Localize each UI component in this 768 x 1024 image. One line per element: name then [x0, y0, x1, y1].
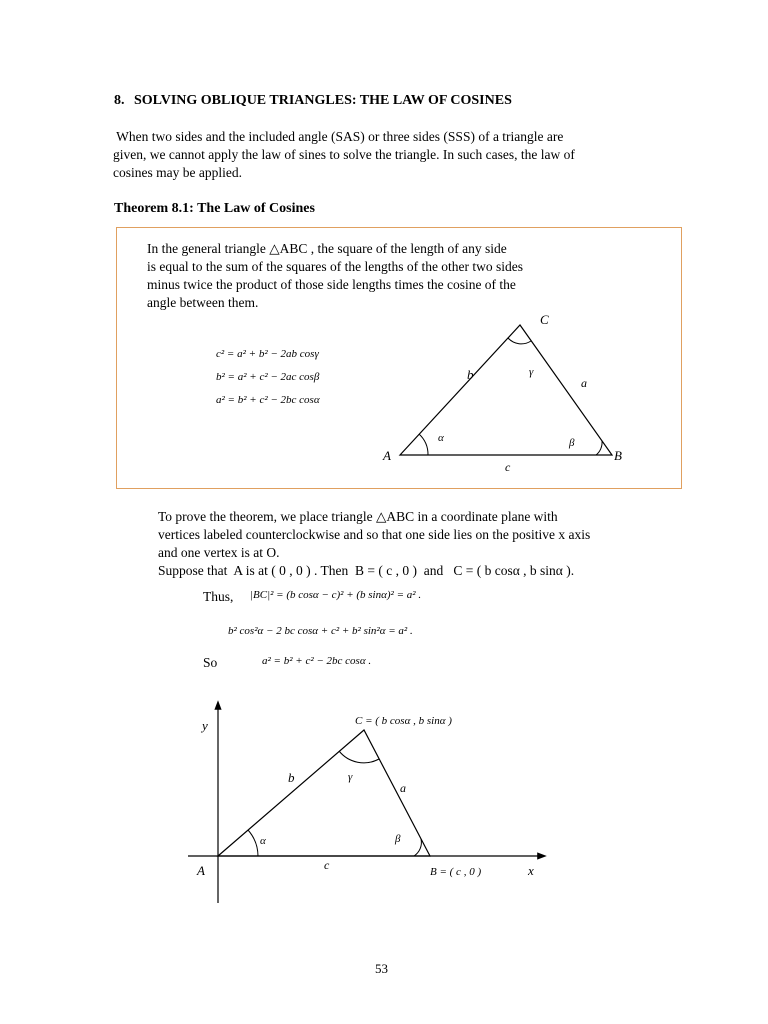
- side-a-label: a: [581, 376, 587, 390]
- section-number: 8.: [114, 93, 125, 108]
- triangle-shape: [400, 325, 612, 455]
- statement-line: In the general triangle △ABC , the square of the length of any side: [147, 241, 507, 256]
- intro-line: given, we cannot apply the law of sines to solve the triangle. In such cases, the law of: [113, 147, 575, 162]
- angle-beta-arc: [414, 839, 421, 856]
- side-c-label: c: [324, 858, 330, 872]
- theorem-triangle-figure: [370, 305, 660, 485]
- thus-label: Thus,: [203, 589, 234, 604]
- equation-3: a² = b² + c² − 2bc cosα .: [262, 655, 372, 667]
- vertex-b-label: B: [614, 448, 622, 463]
- theorem-statement: [147, 240, 523, 312]
- vertex-a-label: A: [383, 448, 391, 463]
- angle-beta-label: β: [395, 833, 401, 845]
- equation-2: b² cos²α − 2 bc cosα + c² + b² sin²α = a² .: [228, 625, 413, 637]
- c-coordinate-label: C = ( b cosα , b sinα ): [355, 715, 452, 727]
- angle-alpha-arc: [419, 434, 428, 455]
- theorem-title: Theorem 8.1: The Law of Cosines: [114, 201, 315, 216]
- section-heading: [114, 93, 512, 109]
- angle-gamma-arc: [339, 751, 379, 763]
- statement-line: minus twice the product of those side lengths times the cosine of the: [147, 277, 516, 292]
- formula-b: b² = a² + c² − 2ac cosβ: [216, 371, 320, 383]
- formula-a: a² = b² + c² − 2bc cosα: [216, 394, 320, 406]
- intro-paragraph: [113, 128, 575, 182]
- so-label: So: [203, 655, 218, 670]
- coordinate-triangle-figure: [180, 700, 560, 905]
- b-coordinate-label: B = ( c , 0 ): [430, 866, 482, 878]
- proof-line: vertices labeled counterclockwise and so that one side lies on the positive x axis: [158, 527, 591, 542]
- y-axis-label: y: [202, 718, 208, 733]
- side-a-label: a: [400, 781, 406, 795]
- vertex-c-label: C: [540, 312, 549, 327]
- angle-alpha-label: α: [260, 835, 266, 847]
- side-b-label: b: [467, 367, 474, 382]
- proof-line: and one vertex is at O.: [158, 545, 280, 560]
- proof-line: Suppose that A is at ( 0 , 0 ) . Then B = ( c , 0 ) and C = ( b cosα , b sinα ).: [158, 563, 575, 578]
- angle-gamma-label: γ: [529, 366, 534, 378]
- angle-gamma-label: γ: [348, 771, 353, 783]
- origin-a-label: A: [197, 863, 205, 878]
- angle-gamma-arc: [508, 338, 531, 344]
- side-b-label: b: [288, 770, 295, 785]
- angle-alpha-label: α: [438, 432, 444, 444]
- intro-line: When two sides and the included angle (SAS) or three sides (SSS) of a triangle are: [113, 129, 564, 144]
- proof-paragraph: [158, 508, 590, 580]
- page-number: 53: [375, 961, 388, 976]
- intro-line: cosines may be applied.: [113, 165, 242, 180]
- x-axis-label: x: [528, 863, 534, 878]
- equation-1: |BC|² = (b cosα − c)² + (b sinα)² = a² .: [250, 589, 422, 601]
- proof-line: To prove the theorem, we place triangle △ABC in a coordinate plane with: [158, 509, 558, 524]
- statement-line: angle between them.: [147, 295, 259, 310]
- angle-beta-arc: [596, 441, 602, 455]
- angle-beta-label: β: [569, 437, 575, 449]
- side-c-label: c: [505, 460, 511, 474]
- formula-c: c² = a² + b² − 2ab cosγ: [216, 348, 319, 360]
- angle-alpha-arc: [248, 830, 258, 856]
- statement-line: is equal to the sum of the squares of the lengths of the other two sides: [147, 259, 524, 274]
- section-title: SOLVING OBLIQUE TRIANGLES: THE LAW OF COSINES: [134, 93, 512, 108]
